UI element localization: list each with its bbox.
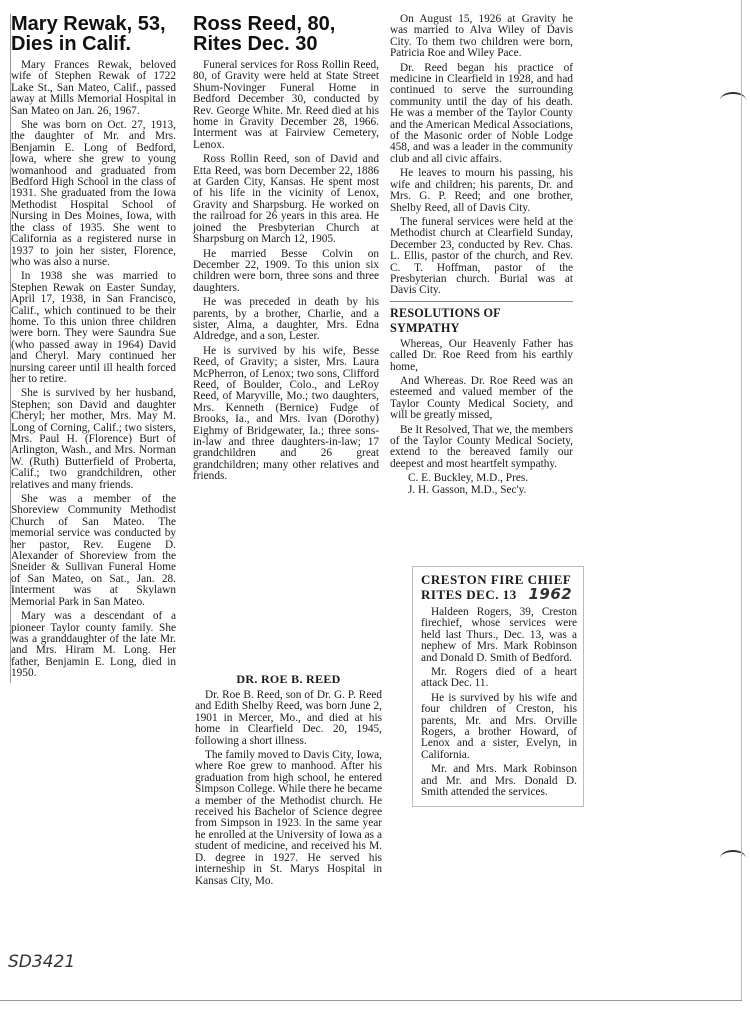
paragraph: Be It Resolved, That we, the members of the Taylor County Medical Society, extend to the bereaved family our deepest and most heartfelt sympathy.: [390, 423, 573, 470]
paragraph: On August 15, 1926 at Gravity he was married to Alva Wiley of Davis City. To them two children were born, Patricia Roe and Wiley Pace.: [390, 13, 573, 60]
headline: DR. ROE B. REED: [236, 672, 341, 686]
binder-hole-mark: [720, 92, 746, 108]
headline: [421, 573, 577, 602]
article-creston-fire-chief: [412, 566, 584, 807]
article-dr-roe-reed: [195, 670, 382, 890]
binder-hole-mark: [720, 850, 746, 866]
paragraph: Funeral services for Ross Rollin Reed, 80, of Gravity were held at State Street Shum-Novinger Funeral Home in Bedford December 30, conducted by Rev. George White. Mr. Reed died at his home in Gravity December 28, 1966. Interment was at Fairview Cemetery, Lenox.: [193, 59, 379, 151]
paragraph: Haldeen Rogers, 39, Creston firechief, whose services were held last Thurs., Dec. 13, was a nephew of Mrs. Mark Robinson and Donald D. Smith of Bedford.: [421, 606, 577, 664]
paragraph: Dr. Reed began his practice of medicine in Clearfield in 1928, and had continued to serve the surrounding community until the day of his death. He was a member of the Taylor County and the American Medical Associations, of the Masonic order of Noble Lodge 458, and was a leader in the community club and all civic affairs.: [390, 61, 573, 165]
paragraph: And Whereas. Dr. Roe Reed was an esteemed and valued member of the Taylor County Medical Society, and will be greatly missed,: [390, 374, 573, 422]
paragraph: Dr. Roe B. Reed, son of Dr. G. P. Reed and Edith Shelby Reed, was born June 2, 1901 in Mercer, Mo., and died at his home in Clearfield Dec. 20, 1945, following a short illness.: [195, 689, 382, 747]
headline-line-2: RITES DEC. 13: [421, 587, 517, 602]
page-edge: [741, 0, 742, 1000]
paragraph: She is survived by her husband, Stephen; son David and daughter Cheryl; her mother, Mrs. May M. Long of Corning, Calif.; two sisters, Mrs. Paul H. (Florence) Burt of Arlington, Wash., and Mrs. Norman W. (Ruth) Butterfield of Proberta, Calif.; two grandchildren, other relatives and many friends.: [11, 387, 176, 491]
paragraph: Ross Rollin Reed, son of David and Etta Reed, was born December 22, 1886 at Garden City, Kansas. He spent most of his life in the vicinity of Lenox, Gravity and Sharpsburg. He worked on the railroad for 26 years in this area. He joined the Presbyterian Church at Sharpsburg on March 12, 1905.: [193, 153, 379, 246]
article-ross-reed: [193, 14, 379, 486]
paragraph: The funeral services were held at the Methodist church at Clearfield Sunday, December 23, conducted by Rev. Chas. L. Ellis, pastor of the church, and Rev. C. T. Hoffman, pastor of the Presbyterian church. Burial was at Davis City.: [390, 215, 573, 297]
paragraph: He married Besse Colvin on December 22, 1909. To this union six children were born, three sons and three daughters.: [193, 247, 379, 294]
signature: C. E. Buckley, M.D., Pres.: [408, 472, 529, 485]
paragraph: Mary was a descendant of a pioneer Taylor county family. She was a granddaughter of the late Mr. and Mrs. Hiram M. Long. Her father, Benjamin E. Long, died in 1950.: [11, 610, 176, 680]
paragraph: The family moved to Davis City, Iowa, where Roe grew to manhood. After his graduation from high school, he entered Simpson College. While there he became a member of the Methodist church. He received his Bachelor of Science degree from Simpson in 1923. In the same year he enrolled at the University of Iowa as a student of medicine, and received his M. D. degree in 1927. He served his interneship in St. Marys Hospital in Kansas City, Mo.: [195, 749, 382, 887]
article-mary-rewak: [10, 14, 176, 683]
divider: [390, 301, 573, 302]
signature: J. H. Gasson, M.D., Sec'y.: [408, 483, 527, 496]
handwritten-note: SD3421: [8, 952, 76, 972]
headline: Ross Reed, 80, Rites Dec. 30: [193, 13, 336, 55]
paragraph: Mr. and Mrs. Mark Robinson and Mr. and Mrs. Donald D. Smith attended the services.: [421, 763, 577, 799]
paragraph: He was preceded in death by his parents, by a brother, Charlie, and a sister, Alma, a daughter, Mrs. Edna Aldredge, and a son, Lester.: [193, 296, 379, 343]
resolutions-headline: RESOLUTIONS OF SYMPATHY: [390, 305, 501, 335]
paragraph: He is survived by his wife and four children of Creston, his parents, Mr. and Mrs. Orville Rogers, a brother Howard, of Lenox and a sister, Evelyn, in California.: [421, 691, 577, 761]
paragraph: He leaves to mourn his passing, his wife and children; his parents, Dr. and Mrs. G. P. Reed; and one brother, Shelby Reed, all of Davis City.: [390, 167, 573, 214]
page-edge: [0, 1000, 742, 1001]
paragraph: In 1938 she was married to Stephen Rewak on Easter Sunday, April 17, 1938, in San Francisco, Calif., which continued to be their home. To this union three children were born. They were Saundra Sue (who passed away in 1964) David and Cheryl. Mary continued her nursing career until ill health forced her to retire.: [11, 270, 176, 385]
paragraph: Whereas, Our Heavenly Father has called Dr. Roe Reed from his earthly home,: [390, 337, 573, 373]
paragraph: She was born on Oct. 27, 1913, the daughter of Mr. and Mrs. Benjamin E. Long of Bedford, Iowa, where she grew to young womanhood and graduated from Bedford High School in the class of 1931. She graduated from the Iowa Methodist Hospital School of Nursing in Des Moines, Iowa, with the class of 1935. She went to California as a registered nurse in 1937 to join her sister, Florence, who was also a nurse.: [11, 119, 176, 268]
handwritten-year: 1962: [528, 585, 573, 603]
paragraph: Mr. Rogers died of a heart attack Dec. 11.: [421, 666, 577, 690]
paragraph: Mary Frances Rewak, beloved wife of Stephen Rewak of 1722 Lake St., San Mateo, Calif., passed away at Mills Memorial Hospital in San Mateo on Jan. 26, 1967.: [11, 59, 176, 117]
article-dr-roe-reed-continued: [390, 14, 573, 496]
paragraph: He is survived by his wife, Besse Reed, of Gravity; a sister, Mrs. Laura McPherron, of Lenox; two sons, Clifford Reed, of Boulder, Colo., and LeRoy Reed, of Maryville, Mo.; two daughters, Mrs. Kenneth (Bernice) Fudge of Brooks, Ia., and Mrs. Ivan (Dorothy) Eighmy of Bridgewater, Ia.; three sons-in-law and three daughters-in-law; 17 grandchildren and 26 great grandchildren; many other relatives and friends.: [193, 344, 379, 483]
headline-line-1: CRESTON FIRE CHIEF: [421, 572, 572, 587]
paragraph: She was a member of the Shoreview Community Methodist Church of San Mateo. The memorial service was conducted by her pastor, Rev. Eugene D. Alexander of Shoreview from the Sneider & Sullivan Funeral Home of San Mateo, on Sat., Jan. 28. Interment was at Skylawn Memorial Park in San Mateo.: [11, 493, 176, 608]
headline: Mary Rewak, 53, Dies in Calif.: [11, 13, 166, 55]
